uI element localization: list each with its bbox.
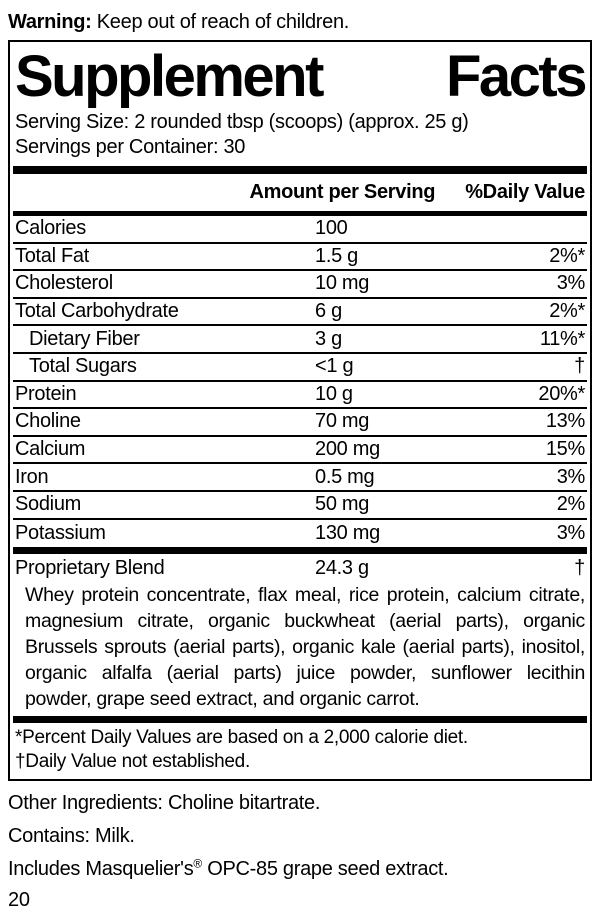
includes-pre: Includes Masquelier's (8, 858, 194, 881)
row-amount: 100 (315, 217, 348, 240)
proprietary-blend-row (13, 554, 587, 582)
header-amount-per-serving: Amount per Serving (249, 181, 436, 203)
row-label: Calories (15, 217, 86, 240)
row-daily-value: 3% (556, 465, 585, 488)
row-label: Protein (15, 382, 77, 405)
title-word-supplement: Supplement (15, 44, 322, 109)
divider-bar-above-blend (13, 547, 587, 554)
row-amount: 130 mg (315, 521, 380, 544)
warning-line (8, 10, 592, 34)
table-row-total-sugars (13, 354, 587, 382)
header-daily-value: %Daily Value (465, 181, 585, 203)
row-amount: <1 g (315, 355, 354, 378)
table-row-total-fat (13, 244, 587, 272)
table-row-total-carbohydrate (13, 299, 587, 327)
warning-text: Keep out of reach of children. (91, 11, 350, 33)
registered-trademark-symbol: ® (193, 856, 202, 871)
row-label: Cholesterol (15, 272, 113, 295)
warning-label: Warning: (8, 11, 92, 33)
row-label: Sodium (15, 493, 82, 516)
row-amount: 1.5 g (315, 244, 358, 267)
table-row-potassium (13, 520, 587, 548)
row-label: Calcium (15, 438, 86, 461)
panel-title (13, 42, 587, 108)
row-daily-value: 11%* (539, 327, 585, 350)
supplement-facts-panel (8, 40, 592, 781)
divider-bar-top (13, 166, 587, 174)
footnote-percent-daily-values: *Percent Daily Values are based on a 2,000 calorie diet. (15, 727, 468, 749)
row-daily-value: 3% (556, 521, 585, 544)
page-number: 20 (8, 889, 30, 912)
table-row-protein (13, 382, 587, 410)
row-daily-value: 2%* (549, 300, 585, 323)
row-label: Dietary Fiber (29, 327, 140, 350)
includes-line (8, 858, 592, 880)
other-ingredients-line: Other Ingredients: Choline bitartrate. (8, 792, 321, 815)
divider-bar-above-footnotes (13, 716, 587, 723)
includes-post: OPC-85 grape seed extract. (201, 858, 449, 881)
title-word-facts: Facts (445, 44, 585, 109)
row-label: Potassium (15, 521, 106, 544)
table-row-calcium (13, 437, 587, 465)
row-amount: 10 g (315, 382, 353, 405)
table-column-header (13, 174, 587, 211)
table-row-calories (13, 216, 587, 244)
row-amount: 70 mg (315, 410, 370, 433)
table-row-iron (13, 464, 587, 492)
row-amount: 200 mg (315, 438, 380, 461)
row-daily-value: † (574, 355, 585, 378)
row-label: Total Carbohydrate (15, 300, 179, 323)
serving-info (13, 108, 587, 166)
row-daily-value: 3% (556, 272, 585, 295)
blend-label: Proprietary Blend (15, 556, 165, 579)
row-label: Total Fat (15, 244, 89, 267)
contains-line: Contains: Milk. (8, 825, 135, 848)
table-row-cholesterol (13, 271, 587, 299)
blend-amount: 24.3 g (315, 556, 369, 579)
row-label: Choline (15, 410, 81, 433)
table-row-sodium (13, 492, 587, 520)
table-row-choline (13, 409, 587, 437)
servings-per-container: Servings per Container: 30 (15, 136, 246, 158)
row-daily-value: 2%* (549, 244, 585, 267)
row-daily-value: 15% (545, 438, 585, 461)
blend-description: Whey protein concentrate, flax meal, rice protein, calcium citrate, magnesium citrate, organic buckwheat (aerial parts), organic Brussels sprouts (aerial parts), organic kale (aerial parts), inositol, organic alfalfa (aerial parts) juice powder, sunflower lecithin powder, grape seed extract, and organic carrot. (25, 584, 585, 711)
row-daily-value: 2% (556, 493, 585, 516)
table-row-dietary-fiber (13, 326, 587, 354)
nutrient-table (13, 216, 587, 547)
row-amount: 3 g (315, 327, 342, 350)
row-label: Total Sugars (29, 355, 137, 378)
row-daily-value: 13% (545, 410, 585, 433)
footnote-daily-value-not-established: †Daily Value not established. (15, 751, 250, 773)
serving-size: Serving Size: 2 rounded tbsp (scoops) (approx. 25 g) (15, 111, 469, 133)
row-amount: 0.5 mg (315, 465, 375, 488)
below-panel-text (8, 792, 592, 912)
row-amount: 50 mg (315, 493, 370, 516)
row-amount: 6 g (315, 300, 342, 323)
row-amount: 10 mg (315, 272, 370, 295)
blend-daily-value: † (574, 556, 585, 579)
row-daily-value: 20%* (538, 382, 585, 405)
footnotes (13, 723, 587, 779)
row-label: Iron (15, 465, 49, 488)
